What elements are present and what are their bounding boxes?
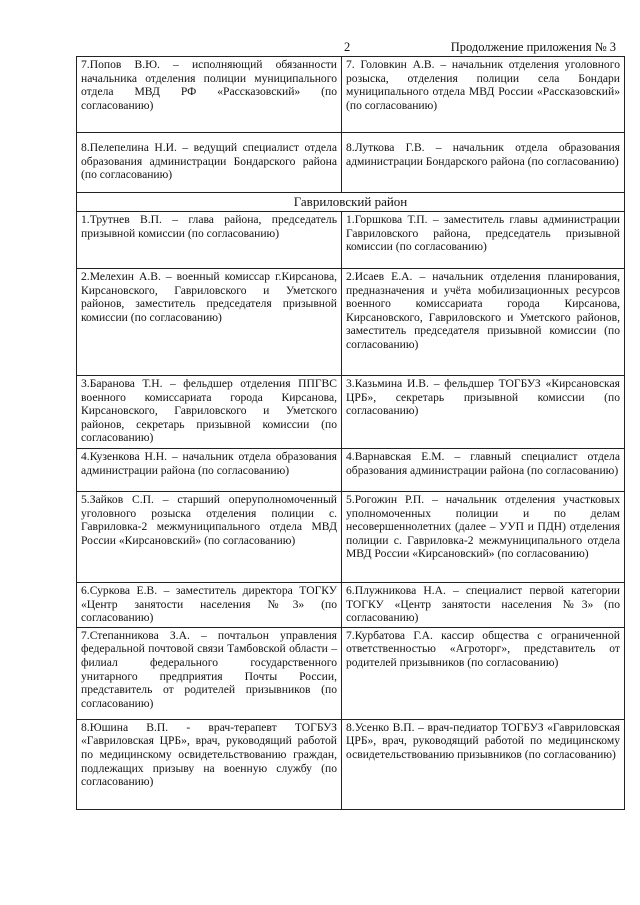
table-row <box>77 212 625 269</box>
table-row <box>77 57 625 133</box>
table-row <box>77 376 625 449</box>
substitute-cell: 8.Луткова Г.В. – начальник отдела образования администрации Бондарского района (по согласованию) <box>342 133 625 193</box>
member-cell: 8.Юшина В.П. - врач-терапевт ТОГБУЗ «Гавриловская ЦРБ», врач, руководящий работой по медицинскому освидетельствованию граждан, подлежащих призыву на военную службу (по согласованию) <box>77 719 342 809</box>
member-cell: 7.Попов В.Ю. – исполняющий обязанности начальника отделения полиции муниципального отдела МВД РФ «Рассказовский» (по согласованию) <box>77 57 342 133</box>
substitute-cell: 1.Горшкова Т.П. – заместитель главы администрации Гавриловского района, председатель призывной комиссии (по согласованию) <box>342 212 625 269</box>
table-row <box>77 269 625 376</box>
member-cell: 5.Зайков С.П. – старший оперуполномоченный уголовного розыска отделения полиции с. Гавриловка-2 межмуниципального отдела МВД России «Кирсановский» (по согласованию) <box>77 492 342 583</box>
table-row <box>77 627 625 719</box>
member-cell: 8.Пелепелина Н.И. – ведущий специалист отдела образования администрации Бондарского района (по согласованию) <box>77 133 342 193</box>
substitute-cell: 8.Усенко В.П. – врач-педиатор ТОГБУЗ «Гавриловская ЦРБ», врач, руководящий работой по медицинскому освидетельствованию призывников (по согласованию) <box>342 719 625 809</box>
section-row <box>77 193 625 212</box>
substitute-cell: 6.Плужникова Н.А. – специалист первой категории ТОГКУ «Центр занятости населения №3» (по согласованию) <box>342 583 625 628</box>
member-cell: 3.Баранова Т.Н. – фельдшер отделения ППГВС военного комиссариата города Кирсанова, Кирсановского, Гавриловского и Уметского районов, секретарь призывной комиссии (по согласованию) <box>77 376 342 449</box>
substitute-cell: 2.Исаев Е.А. – начальник отделения планирования, предназначения и учёта мобилизационных ресурсов военного комиссариата города Кирсанова, Кирсановского, Гавриловского и Уметского районов, заместитель председателя призывной комиссии (по согласованию) <box>342 269 625 376</box>
member-cell: 1.Трутнев В.П. – глава района, председатель призывной комиссии (по согласованию) <box>77 212 342 269</box>
table-row <box>77 719 625 809</box>
substitute-cell: 7. Головкин А.В. – начальник отделения уголовного розыска, отделения полиции села Бондари муниципального отдела МВД России «Рассказовский» (по согласованию) <box>342 57 625 133</box>
member-cell: 2.Мелехин А.В. – военный комиссар г.Кирсанова, Кирсановского, Гавриловского и Уметского районов, заместитель председателя призывной комиссии (по согласованию) <box>77 269 342 376</box>
substitute-cell: 7.Курбатова Г.А. кассир общества с ограниченной ответственностью «Агроторг», представитель от родителей призывников (по согласованию) <box>342 627 625 719</box>
member-cell: 4.Кузенкова Н.Н. – начальник отдела образования администрации района (по согласованию) <box>77 449 342 492</box>
table-row <box>77 449 625 492</box>
table-row <box>77 583 625 628</box>
page-header <box>0 40 640 56</box>
section-title: Гавриловский район <box>77 193 625 212</box>
continuation-note: Продолжение приложения № 3 <box>450 40 616 54</box>
substitute-cell: 5.Рогожин Р.П. – начальник отделения участковых уполномоченных полиции и по делам несовершеннолетних (далее – УУП и ПДН) отделения полиции с. Гавриловка-2 межмуниципального отдела МВД России «Кирсановский» (по согласованию) <box>342 492 625 583</box>
member-cell: 7.Степанникова З.А. – почтальон управления федеральной почтовой связи Тамбовской области – филиал федерального государственного унитарного предприятия Почты России, представитель от родителей призывников (по согласованию) <box>77 627 342 719</box>
page-number: 2 <box>344 40 351 54</box>
commission-table <box>76 56 625 810</box>
table-row <box>77 492 625 583</box>
member-cell: 6.Суркова Е.В. – заместитель директора ТОГКУ «Центр занятости населения №3» (по согласованию) <box>77 583 342 628</box>
table-row <box>77 133 625 193</box>
substitute-cell: 4.Варнавская Е.М. – главный специалист отдела образования администрации района (по согласованию) <box>342 449 625 492</box>
substitute-cell: 3.Казьмина И.В. – фельдшер ТОГБУЗ «Кирсановская ЦРБ», секретарь призывной комиссии (по согласованию) <box>342 376 625 449</box>
